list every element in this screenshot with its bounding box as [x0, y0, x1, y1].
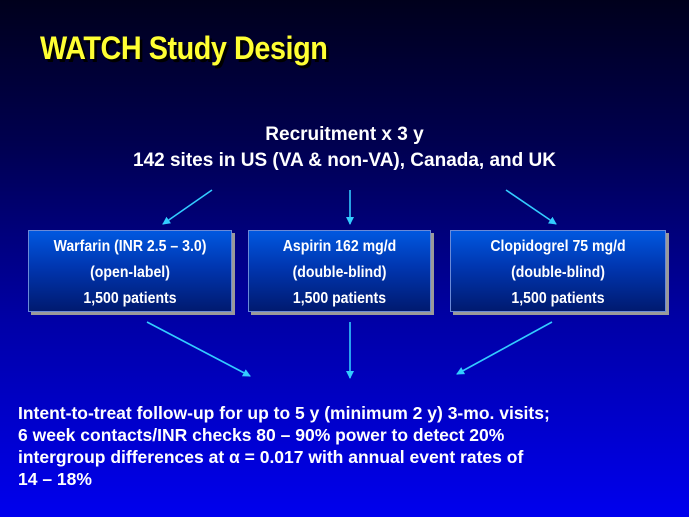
- arm-patient-count: 1,500 patients: [83, 290, 177, 307]
- arm-patient-count: 1,500 patients: [511, 290, 605, 307]
- arm-blinding-label: (double-blind): [511, 264, 605, 281]
- arm-drug-label: Aspirin 162 mg/d: [282, 238, 397, 255]
- slide-title: WATCH Study Design: [40, 30, 328, 66]
- recruitment-duration: Recruitment x 3 y: [265, 124, 424, 145]
- arm-drug-label: Warfarin (INR 2.5 – 3.0): [53, 238, 207, 255]
- followup-line: Intent-to-treat follow-up for up to 5 y (minimum 2 y) 3-mo. visits;: [18, 403, 550, 423]
- arm-patient-count: 1,500 patients: [292, 290, 387, 307]
- recruitment-sites: 142 sites in US (VA & non-VA), Canada, and UK: [133, 150, 556, 171]
- followup-line: 14 – 18%: [18, 469, 92, 489]
- followup-text: [18, 402, 686, 490]
- arrow-warfarin-to-followup: [147, 322, 250, 376]
- arrow-recruit-to-warfarin: [163, 190, 212, 224]
- arm-box-warfarin: [28, 230, 232, 312]
- arm-box-clopidogrel: [450, 230, 666, 312]
- arm-drug-label: Clopidogrel 75 mg/d: [490, 238, 626, 255]
- arrow-clopidogrel-to-followup: [457, 322, 552, 374]
- arm-blinding-label: (double-blind): [292, 264, 387, 281]
- arm-box-aspirin: [248, 230, 431, 312]
- arm-blinding-label: (open-label): [90, 264, 170, 281]
- arrow-recruit-to-clopidogrel: [506, 190, 556, 224]
- followup-line: intergroup differences at α = 0.017 with annual event rates of: [18, 447, 524, 467]
- followup-line: 6 week contacts/INR checks 80 – 90% power to detect 20%: [18, 425, 505, 445]
